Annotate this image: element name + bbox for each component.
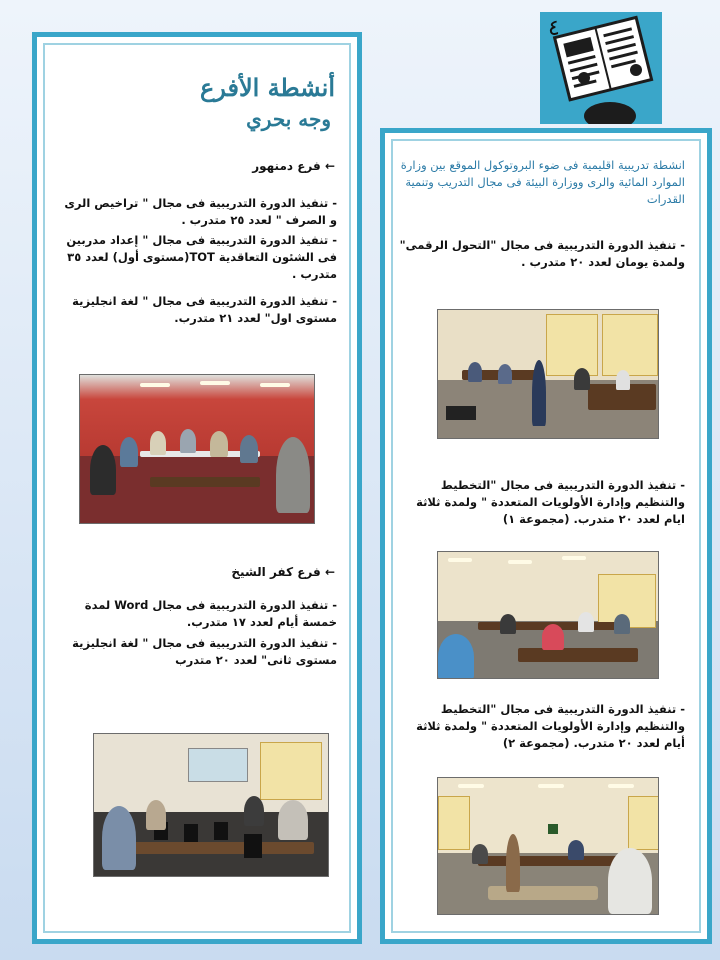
training-photo-kafr-el-sheikh (93, 733, 329, 877)
branch1-item-1: - تنفيذ الدورة التدريبية فى مجال " تراخيص الرى و الصرف " لعدد ٢٥ متدرب . (64, 196, 337, 227)
training-photo-damanhour (79, 374, 315, 524)
regional-item-1: - تنفيذ الدورة التدريبية فى مجال "التحول الرقمى" ولمدة يومان لعدد ٢٠ متدرب . (399, 238, 685, 269)
branch-heading-damanhour: ← فرع دمنهور (252, 159, 335, 173)
header-badge (540, 12, 662, 124)
section-subtitle: وجه بحري (246, 107, 331, 131)
section-title: أنشطة الأفرع (199, 73, 335, 102)
training-photo-digital-transformation (437, 309, 659, 439)
regional-item-3: - تنفيذ الدورة التدريبية فى مجال "التخطيط والتنظيم وإدارة الأولويات المتعددة " ولمدة ثلاثة أيام لعدد ٢٠ متدرب. (مجموعة ٢) (416, 702, 685, 750)
arrow-left-icon: ← (324, 565, 335, 579)
branch2-item-2: - تنفيذ الدورة التدريبية فى مجال " لغة انجليزية مستوى ثانى" لعدد ٢٠ متدرب (72, 636, 337, 667)
training-photo-planning-group-2 (437, 777, 659, 915)
training-photo-planning-group-1 (437, 551, 659, 679)
left-panel (32, 32, 362, 944)
right-panel (380, 128, 712, 944)
regional-item-2: - تنفيذ الدورة التدريبية فى مجال "التخطيط والتنظيم وإدارة الأولويات المتعددة " ولمدة ثلاثة ايام لعدد ٢٠ متدرب. (مجموعة ١) (416, 478, 685, 526)
newspaper-reader-icon (540, 12, 662, 124)
branch1-item-3: - تنفيذ الدورة التدريبية فى مجال " لغة انجليزية مستوى اول" لعدد ٢١ متدرب. (72, 294, 337, 325)
branch-heading-kafr-el-sheikh: ← فرع كفر الشيخ (231, 565, 335, 579)
intro-text: انشطة تدريبية اقليمية فى ضوء البروتوكول الموقع بين وزارة الموارد المائية والرى ووزارة البيئة فى مجال التدريب وتنمية القدرات (400, 158, 685, 206)
branch2-item-1: - تنفيذ الدورة التدريبية فى مجال Word لمدة خمسة أيام لعدد ١٧ متدرب. (84, 598, 337, 629)
page-number: ٤ (548, 16, 560, 41)
arrow-left-icon: ← (324, 159, 335, 173)
branch1-item-2: - تنفيذ الدورة التدريبية فى مجال " إعداد مدربين فى الشئون التعاقدية TOT(مستوى أول) لعدد ٣٥ متدرب . (66, 233, 337, 281)
